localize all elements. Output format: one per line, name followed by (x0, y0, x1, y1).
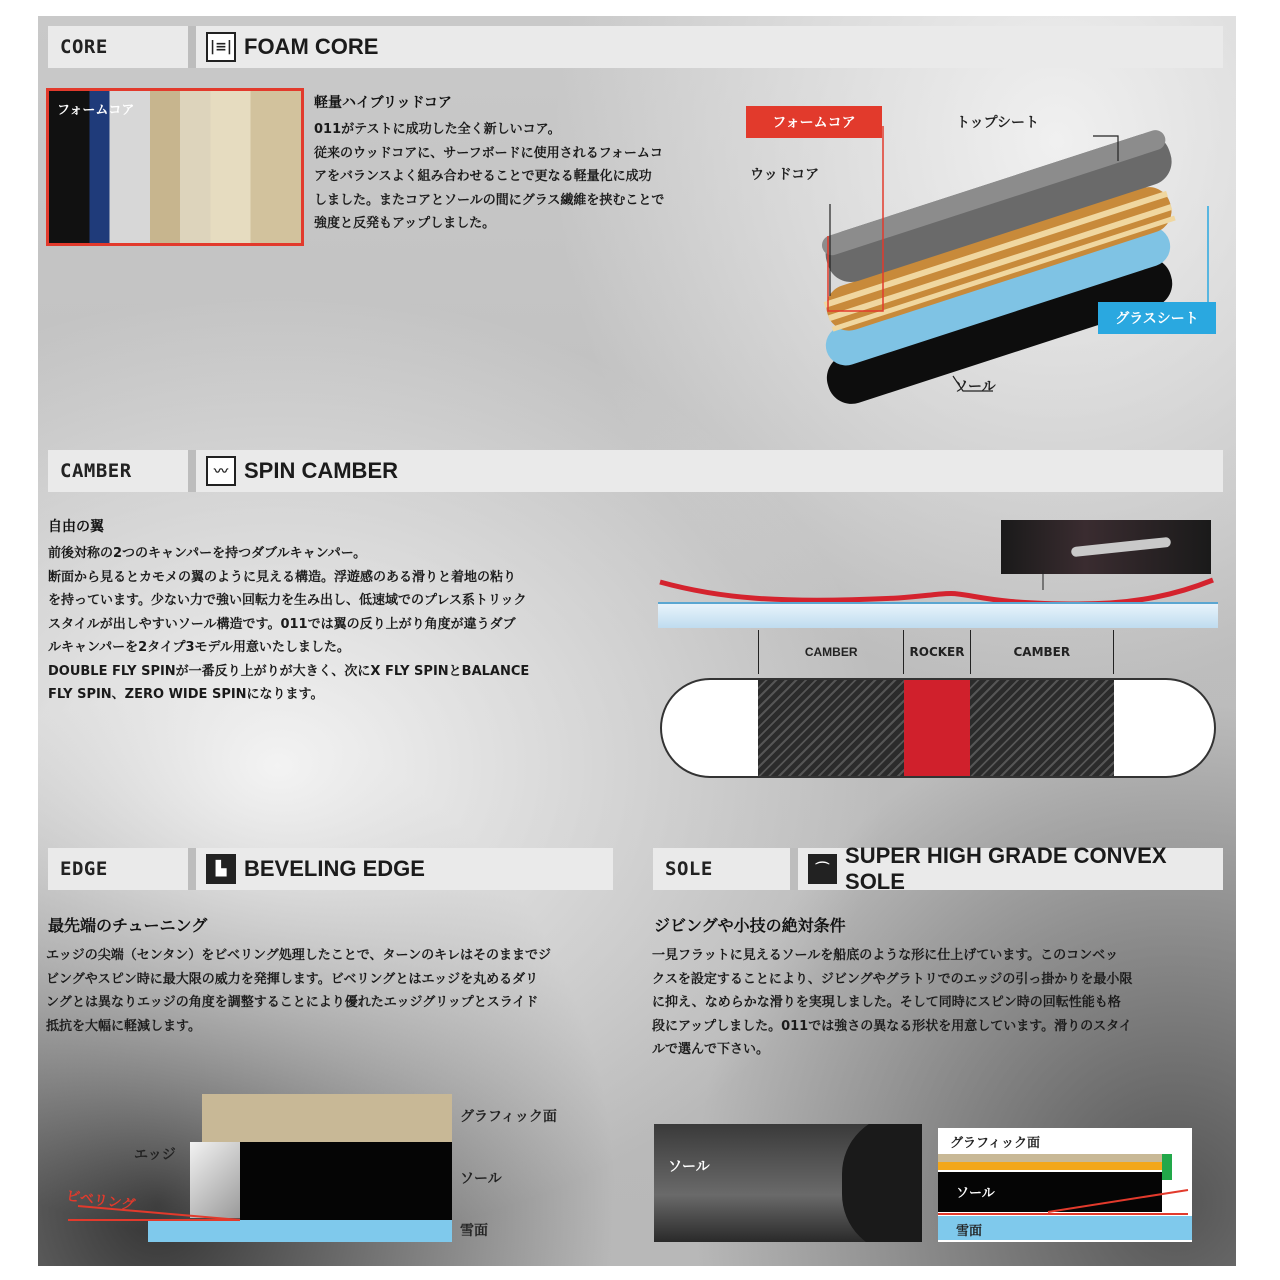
zone-camber-2: CAMBER (971, 630, 1114, 674)
board-camber-zone-1 (758, 680, 904, 776)
core-layer-diagram (738, 96, 1228, 416)
camber-category: CAMBER (60, 460, 132, 482)
camber-title: SPIN CAMBER (244, 458, 399, 483)
camber-subtitle: 自由の翼 (48, 519, 104, 535)
edge-body: エッジの尖端（センタン）をビベリング処理したことで、ターンのキレはそのままでジ ビングやスピン時に最大限の威力を発揮します。ビベリングとはエッジを丸めるダリ ングとは異なりエッジの角度を調整することにより優れたエッジグリップとスライド 抵抗を大幅に軽減します。 (46, 948, 552, 1034)
camber-body: 前後対称の2つのキャンパーを持つダブルキャンパー。 断面から見るとカモメの翼のように見える構造。浮遊感のある滑りと着地の粘り を持っています。少ない力で強い回転力を生み出し、低速域でのプレス系トリック スタイルが出しやすいソール構造です。011では翼の反り上がり角度が違うダブ ルキャンパーを2タイプ3モデル用意いたしました。 DOUBLE FLY SPINが一番反り上がりが大きく、次にX FLY SPINとBALANCE FLY SPIN、ZERO WIDE SPINになります。 (48, 546, 530, 702)
edge-graphic-layer (202, 1094, 452, 1142)
sole-category: SOLE (665, 858, 713, 880)
edge-label: エッジ (134, 1147, 176, 1163)
sole-photo (654, 1124, 922, 1242)
foam-core-label: フォームコア (746, 106, 882, 138)
core-header (48, 26, 1223, 68)
sole-label: ソール (954, 379, 996, 395)
spin-camber-icon: 〰 (206, 456, 236, 486)
edge-graphic-label: グラフィック面 (460, 1109, 557, 1125)
sole-graphic-label: グラフィック面 (950, 1136, 1040, 1151)
camber-header (48, 450, 1223, 492)
edge-beveling-label: ビベリング (65, 1188, 137, 1214)
core-photo (46, 88, 304, 246)
core-subtitle: 軽量ハイブリッドコア (314, 95, 452, 111)
edge-sole-layer (240, 1142, 452, 1220)
sole-photo-label: ソール (668, 1159, 710, 1175)
edge-subtitle: 最先端のチューニング (48, 916, 208, 935)
edge-sole-label: ソール (460, 1171, 502, 1187)
sole-sole-label: ソール (956, 1186, 995, 1201)
edge-snow-label: 雪面 (460, 1223, 488, 1239)
camber-snow-strip (658, 602, 1218, 628)
core-category: CORE (60, 36, 108, 58)
foam-core-icon: |≡| (206, 32, 236, 62)
zone-camber-1: CAMBER (758, 630, 904, 674)
spec-page (38, 16, 1236, 1266)
core-photo-label: フォームコア (57, 103, 135, 118)
sole-cross-section (938, 1128, 1192, 1242)
core-title: FOAM CORE (244, 34, 379, 59)
wood-core-label: ウッドコア (750, 167, 820, 183)
edge-header (48, 848, 613, 890)
camber-zone-row (758, 630, 1114, 674)
edge-title: BEVELING EDGE (244, 856, 425, 881)
sole-body: 一見フラットに見えるソールを船底のような形に仕上げています。このコンベッ クスを設定することにより、ジビングやグラトリでのエッジの引っ掛かりを最小限 に抑え、なめらかな滑りを実現しました。そして同時にスピン時の回転性能も格 段にアップしました。011では強さの異なる形状を用意しています。滑りのスタイ ルで選んで下さい。 (652, 948, 1133, 1057)
glass-sheet-label: グラスシート (1098, 302, 1216, 334)
sole-subtitle: ジビングや小技の絶対条件 (654, 916, 846, 935)
camber-board (660, 678, 1216, 778)
board-rocker-zone (904, 680, 970, 776)
sole-title: SUPER HIGH GRADE CONVEX SOLE (845, 843, 1167, 894)
sole-header (653, 843, 1223, 894)
board-camber-zone-2 (970, 680, 1114, 776)
core-body: 011がテストに成功した全く新しいコア。 従来のウッドコアに、サーフボードに使用されるフォームコ アをバランスよく組み合わせることで更なる軽量化に成功 しました。またコアとソールの間にグラス繊維を挟むことで 強度と反発もアップしました。 (314, 122, 665, 231)
sole-snow-label: 雪面 (956, 1224, 983, 1239)
beveling-edge-icon: ▙ (206, 854, 236, 884)
convex-sole-icon: ⌒ (808, 854, 837, 884)
top-sheet-label: トップシート (956, 115, 1040, 131)
edge-category: EDGE (60, 858, 108, 880)
camber-photo-inset (1001, 520, 1211, 574)
zone-rocker: ROCKER (904, 630, 970, 674)
